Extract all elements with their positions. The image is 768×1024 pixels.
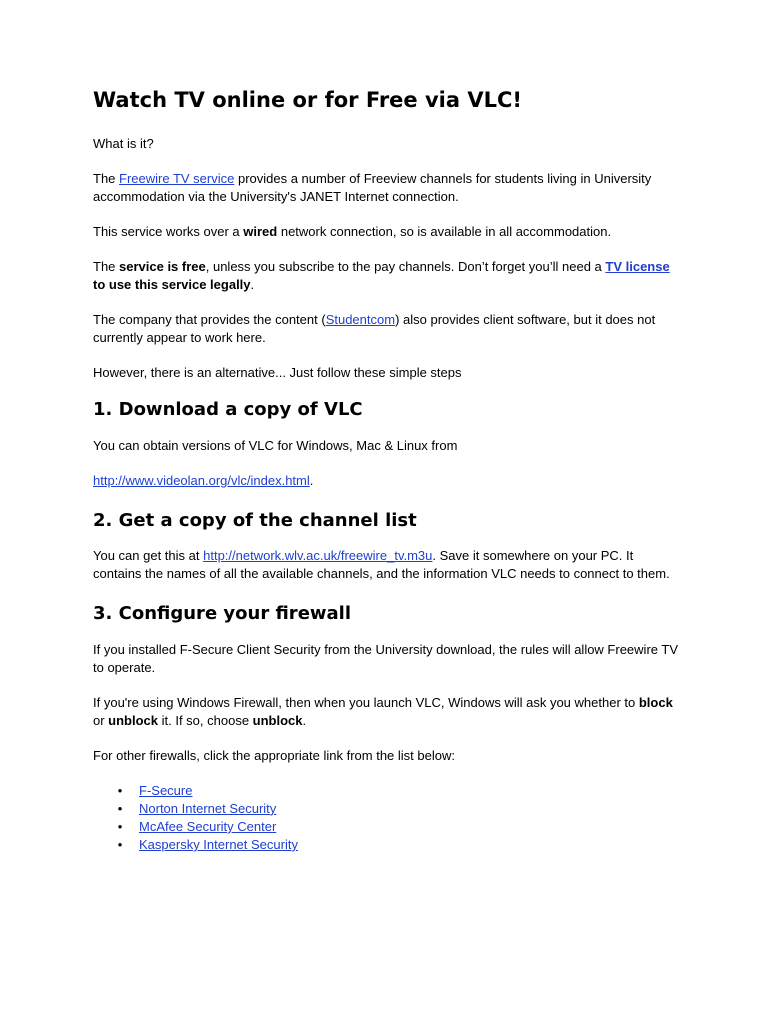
text: network connection, so is available in all accommodation. [277,224,612,240]
text: The company that provides the content ( [93,312,326,328]
list-item [93,818,683,836]
intro-paragraph-5: However, there is an alternative... Just follow these simple steps [93,365,462,381]
text: The [93,171,120,187]
bold-text: to use this service legally [93,277,251,293]
mcafee-link[interactable]: McAfee Security Center [139,818,277,834]
step3-paragraph-2 [93,694,683,730]
step3-paragraph-1: If you installed F-Secure Client Security from the University download, the rules will allow Freewire TV to operate. [93,641,678,675]
text: This service works over a [93,224,244,240]
norton-link[interactable]: Norton Internet Security [139,800,277,816]
step1-paragraph: You can obtain versions of VLC for Windows, Mac & Linux from [93,437,458,453]
bullet-icon: • [117,800,123,816]
f-secure-link[interactable]: F-Secure [139,782,193,798]
bold-text: service is free [119,259,206,275]
text: provides a number of Freeview channels for students living in University accommodation via the University's JANET Internet connection. [93,171,652,205]
bullet-icon: • [117,818,123,834]
tv-license-link-text[interactable]: TV license [605,259,670,275]
step2-heading: 2. Get a copy of the channel list [93,509,417,531]
videolan-link[interactable]: http://www.videolan.org/vlc/index.html [93,472,310,488]
text: , unless you subscribe to the pay channels. Don’t forget you’ll need a [205,259,606,275]
text: . [309,472,314,488]
channel-list-link[interactable]: http://network.wlv.ac.uk/freewire_tv.m3u [203,548,433,564]
bold-text: wired [243,224,278,240]
text: You can get this at [93,548,204,564]
step2-paragraph [93,547,683,583]
step1-link-paragraph [93,472,683,490]
step1-heading: 1. Download a copy of VLC [93,399,363,421]
bold-text: unblock [108,712,159,728]
bold-text: unblock [252,712,303,728]
freewire-tv-service-link[interactable]: Freewire TV service [119,171,235,187]
document-content [93,88,683,854]
tv-license-link[interactable] [605,259,669,274]
intro-paragraph-3 [93,258,683,294]
bullet-icon: • [117,836,123,852]
text: If you're using Windows Firewall, then when you launch VLC, Windows will ask you whether to [93,694,639,710]
text: . [250,277,255,293]
what-is-it: What is it? [93,136,154,152]
intro-paragraph-4 [93,311,683,347]
text: . [302,712,307,728]
intro-paragraph-1 [93,170,683,206]
text: The [93,259,120,275]
list-item [93,800,683,818]
list-item [93,836,683,854]
text: . Save it somewhere on your PC. It contains the names of all the available channels, and the information VLC needs to connect to them. [93,548,670,582]
bold-text: block [638,694,673,710]
intro-paragraph-2 [93,223,683,241]
text: ) also provides client software, but it does not currently appear to work here. [93,312,656,346]
bullet-icon: • [117,782,123,798]
step3-paragraph-3: For other firewalls, click the appropriate link from the list below: [93,747,455,763]
step3-heading: 3. Configure your firewall [93,603,352,625]
text: it. If so, choose [158,712,253,728]
studentcom-link[interactable]: Studentcom [325,312,396,328]
list-item [93,782,683,800]
firewall-link-list [93,782,683,854]
kaspersky-link[interactable]: Kaspersky Internet Security [139,836,298,852]
text: or [93,712,109,728]
page-title: Watch TV online or for Free via VLC! [93,88,522,112]
